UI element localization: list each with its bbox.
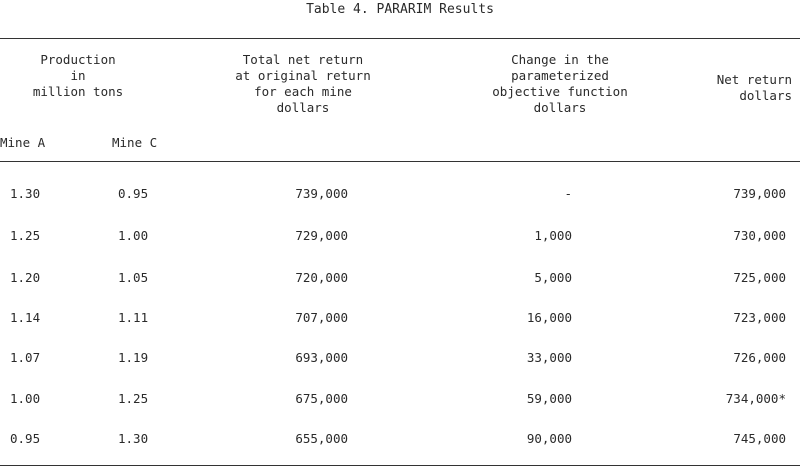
cell-net-return: 730,000: [733, 228, 786, 243]
cell-change: 1,000: [534, 228, 572, 243]
cell-total-net-return: 739,000: [295, 186, 348, 201]
cell-mine-c: 1.19: [118, 350, 149, 365]
cell-change: 16,000: [526, 310, 572, 325]
cell-mine-c: 0.95: [118, 186, 149, 201]
table-row: [0, 186, 800, 204]
table-row: [0, 228, 800, 246]
cell-mine-a: 0.95: [10, 431, 41, 446]
cell-net-return: 739,000: [733, 186, 786, 201]
cell-change: -: [564, 186, 572, 201]
header-mine-c: Mine C: [112, 135, 158, 150]
cell-change: 5,000: [534, 270, 572, 285]
cell-total-net-return: 707,000: [295, 310, 348, 325]
cell-mine-a: 1.20: [10, 270, 41, 285]
cell-mine-c: 1.11: [118, 310, 149, 325]
cell-total-net-return: 675,000: [295, 391, 348, 406]
cell-mine-c: 1.30: [118, 431, 149, 446]
table-row: [0, 431, 800, 449]
cell-total-net-return: 729,000: [295, 228, 348, 243]
header-total-net-return: Total net return at original return for each mine dollars: [235, 52, 371, 115]
cell-net-return: 745,000: [733, 431, 786, 446]
cell-net-return: 723,000: [733, 310, 786, 325]
cell-mine-a: 1.25: [10, 228, 41, 243]
cell-net-return: 734,000*: [725, 391, 786, 406]
cell-mine-a: 1.00: [10, 391, 41, 406]
cell-mine-c: 1.00: [118, 228, 149, 243]
table-row: [0, 270, 800, 288]
header-mine-a: Mine A: [0, 135, 46, 150]
cell-total-net-return: 693,000: [295, 350, 348, 365]
table-row: [0, 350, 800, 368]
header-net-return: Net return dollars: [716, 72, 792, 103]
cell-mine-c: 1.25: [118, 391, 149, 406]
table-title: Table 4. PARARIM Results: [306, 2, 494, 17]
cell-total-net-return: 655,000: [295, 431, 348, 446]
cell-mine-a: 1.14: [10, 310, 41, 325]
header-production: Production in million tons: [32, 52, 124, 99]
header-change-objective: Change in the parameterized objective function dollars: [492, 52, 628, 115]
cell-net-return: 726,000: [733, 350, 786, 365]
header-rule: [0, 161, 800, 162]
cell-change: 33,000: [526, 350, 572, 365]
cell-net-return: 725,000: [733, 270, 786, 285]
top-rule: [0, 38, 800, 39]
table-row: [0, 391, 800, 409]
cell-mine-a: 1.07: [10, 350, 41, 365]
cell-mine-c: 1.05: [118, 270, 149, 285]
cell-change: 59,000: [526, 391, 572, 406]
table-row: [0, 310, 800, 328]
cell-change: 90,000: [526, 431, 572, 446]
cell-total-net-return: 720,000: [295, 270, 348, 285]
cell-mine-a: 1.30: [10, 186, 41, 201]
bottom-rule: [0, 465, 800, 466]
